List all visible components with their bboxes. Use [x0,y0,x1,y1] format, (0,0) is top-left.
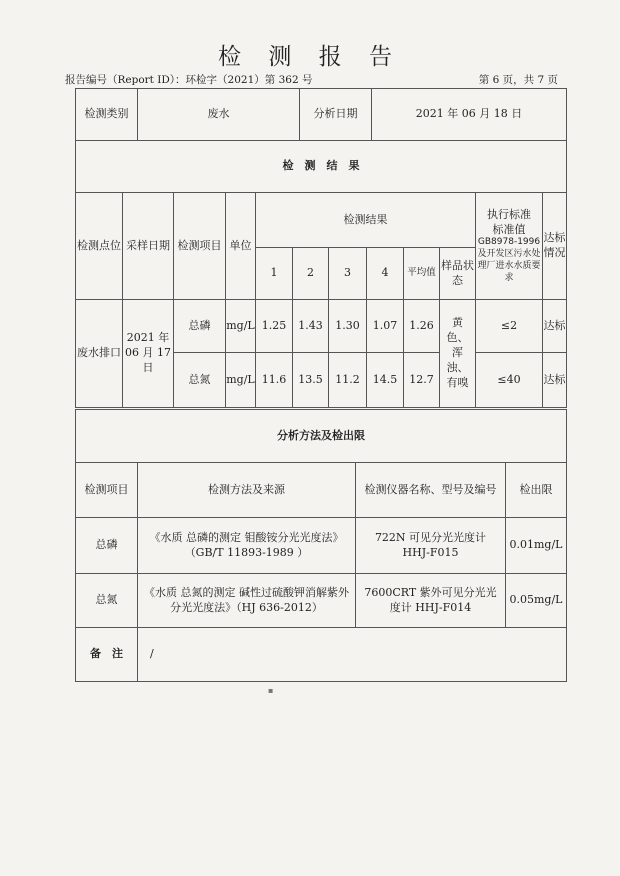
col-instrument: 检测仪器名称、型号及编号 [356,463,506,518]
sub-col-2: 2 [293,248,329,300]
col-result: 检测结果 [256,193,476,248]
row-v1: 1.25 [256,300,293,353]
page-title: 检 测 报 告 [218,44,402,70]
row-item: 总磷 [174,300,226,353]
date-label: 分析日期 [300,89,372,141]
method-item: 总氮 [76,574,138,628]
col-limit: 检出限 [506,463,567,518]
col-unit: 单位 [226,193,256,300]
method-source: 《水质 总磷的测定 钼酸铵分光光度法》（GB/T 11893-1989 ） [138,518,356,574]
row-v1: 11.6 [256,353,293,408]
results-table [75,140,567,408]
method-instrument: 722N 可见分光光度计 HHJ-F015 [356,518,506,574]
report-id: 报告编号（Report ID）：环检字（2021）第 362 号 [65,74,313,86]
row-v3: 1.30 [329,300,367,353]
sample-date: 2021 年 06 月 17 日 [123,300,174,408]
row-std: ≤40 [476,353,543,408]
method-item: 总磷 [76,518,138,574]
row-unit: mg/L [226,353,256,408]
row-avg: 12.7 [404,353,440,408]
col-item: 检测项目 [174,193,226,300]
date-value: 2021 年 06 月 18 日 [372,89,567,141]
col-state: 样品状态 [440,248,476,300]
col-standard-note: GB8978-1996 及开发区污水处理厂进水水质要求 [477,237,541,283]
row-v4: 14.5 [367,353,404,408]
col-method-item: 检测项目 [76,463,138,518]
col-date: 采样日期 [123,193,174,300]
row-v3: 11.2 [329,353,367,408]
category-value: 废水 [138,89,300,141]
sub-col-1: 1 [256,248,293,300]
col-status: 达标情况 [543,193,567,300]
methods-table [75,409,567,682]
results-section-title: 检 测 结 果 [76,141,567,193]
row-status: 达标 [543,300,567,353]
row-status: 达标 [543,353,567,408]
sample-state: 黄色、浑浊、有嗅 [440,300,476,408]
category-label: 检测类别 [76,89,138,141]
sub-col-3: 3 [329,248,367,300]
col-method: 检测方法及来源 [138,463,356,518]
row-std: ≤2 [476,300,543,353]
remark-value: / [138,628,567,682]
col-standard [476,193,543,300]
method-instrument: 7600CRT 紫外可见分光光度计 HHJ-F014 [356,574,506,628]
footer-mark: ▪ [268,686,274,695]
table-row [76,518,567,574]
page-number: 第 6 页，共 7 页 [478,74,558,86]
sample-point: 废水排口 [76,300,123,408]
col-standard-title: 执行标准 标准值 [487,207,531,236]
row-v2: 1.43 [293,300,329,353]
table-row [76,300,567,353]
method-source: 《水质 总氮的测定 碱性过硫酸钾消解紫外分光光度法》（HJ 636-2012） [138,574,356,628]
remark-label: 备 注 [76,628,138,682]
row-item: 总氮 [174,353,226,408]
row-avg: 1.26 [404,300,440,353]
row-v4: 1.07 [367,300,404,353]
row-unit: mg/L [226,300,256,353]
row-v2: 13.5 [293,353,329,408]
table-row [76,574,567,628]
method-limit: 0.01mg/L [506,518,567,574]
method-limit: 0.05mg/L [506,574,567,628]
info-table [75,88,567,141]
sub-col-avg: 平均值 [404,248,440,300]
col-point: 检测点位 [76,193,123,300]
sub-col-4: 4 [367,248,404,300]
methods-section-title: 分析方法及检出限 [76,410,567,463]
